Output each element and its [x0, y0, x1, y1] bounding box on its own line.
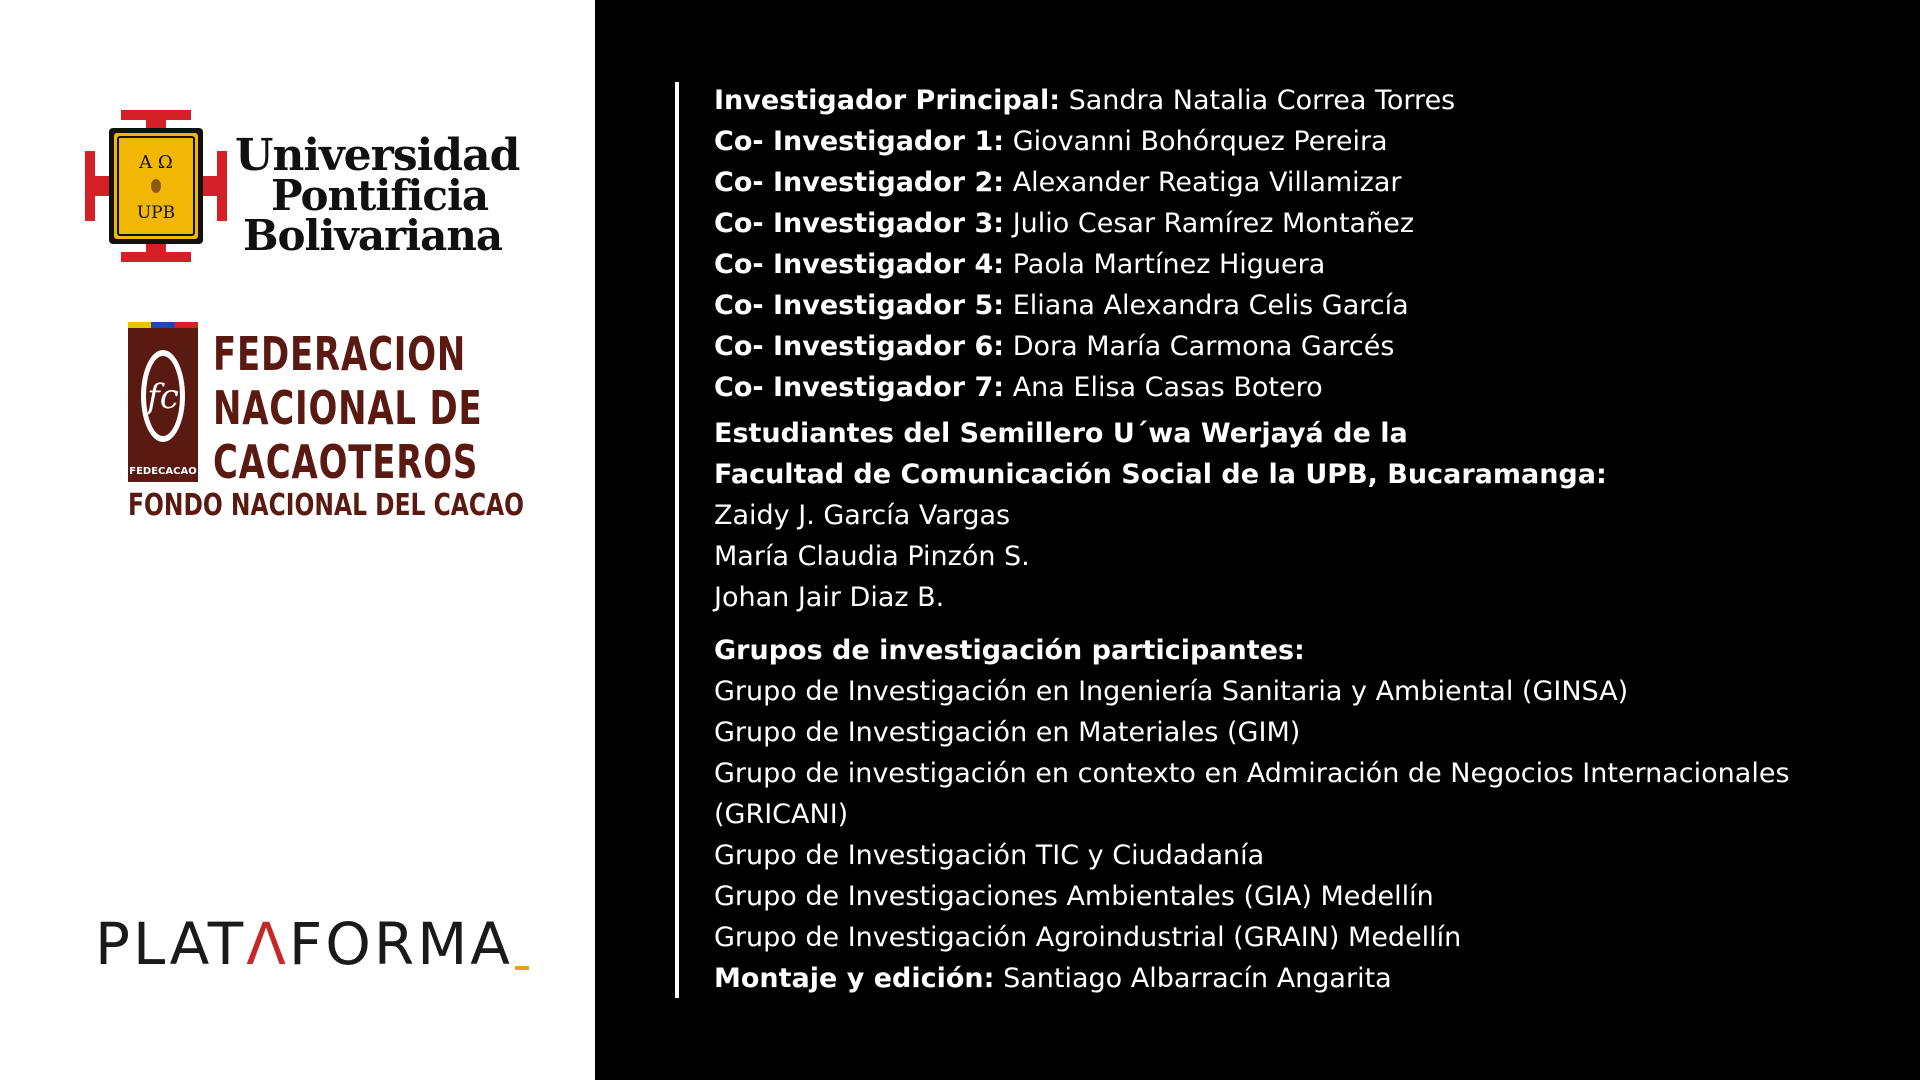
plataforma-logo — [95, 910, 529, 978]
vertical-divider — [675, 82, 679, 998]
upb-wordmark-line: Pontificia — [271, 171, 489, 220]
student-name: Johan Jair Diaz B. — [714, 582, 945, 613]
credit-role: Montaje y edición: — [714, 963, 995, 994]
credit-co-investigator — [714, 367, 1894, 408]
students-heading-line: Estudiantes del Semillero U´wa Werjayá de la — [714, 418, 1408, 449]
credit-role: Co- Investigador 1: — [714, 126, 1005, 157]
upb-emblem-greek-letters: A Ω — [139, 152, 173, 173]
upb-wordmark-line: Universidad — [235, 130, 520, 181]
credit-role: Co- Investigador 3: — [714, 208, 1005, 239]
credit-person: Sandra Natalia Correa Torres — [1068, 85, 1456, 116]
credit-role: Co- Investigador 4: — [714, 249, 1005, 280]
fedecacao-wordmark-line: FEDERACION — [213, 327, 467, 381]
credit-co-investigator — [714, 121, 1894, 162]
research-group: Grupo de investigación en contexto en Admiración de Negocios Internacionales — [714, 758, 1790, 789]
credit-person: Eliana Alexandra Celis García — [1012, 290, 1409, 321]
credit-co-investigator — [714, 244, 1894, 285]
upb-emblem-initials: UPB — [136, 203, 176, 223]
upb-logo — [85, 110, 520, 265]
credit-role: Co- Investigador 6: — [714, 331, 1005, 362]
fedecacao-fund-label: FONDO NACIONAL DEL CACAO — [128, 488, 525, 523]
research-group: Grupo de Investigación Agroindustrial (GRAIN) Medellín — [714, 922, 1462, 953]
credit-editing — [714, 958, 1894, 999]
student-name: María Claudia Pinzón S. — [714, 541, 1030, 572]
research-group: Grupo de Investigaciones Ambientales (GIA) Medellín — [714, 881, 1434, 912]
students-heading — [714, 454, 1894, 495]
upb-cross-shield-icon — [85, 110, 227, 262]
groups-heading-text: Grupos de investigación participantes: — [714, 635, 1305, 666]
credit-person: Ana Elisa Casas Botero — [1012, 372, 1323, 403]
credit-co-investigator — [714, 203, 1894, 244]
credit-co-investigator — [714, 326, 1894, 367]
credit-person: Santiago Albarracín Angarita — [1003, 963, 1392, 994]
research-group: Grupo de Investigación en Materiales (GIM) — [714, 717, 1301, 748]
plataforma-wordmark-part: FORMA — [288, 910, 513, 978]
fedecacao-logo — [128, 322, 525, 523]
students-heading-line: Facultad de Comunicación Social de la UPB, Bucaramanga: — [714, 459, 1607, 490]
credit-role: Co- Investigador 7: — [714, 372, 1005, 403]
fedecacao-cacao-pod-icon — [128, 322, 198, 482]
credit-person: Julio Cesar Ramírez Montañez — [1012, 208, 1414, 239]
fedecacao-wordmark-line: NACIONAL DE — [213, 381, 483, 435]
research-group: Grupo de Investigación TIC y Ciudadanía — [714, 840, 1265, 871]
credit-role: Co- Investigador 2: — [714, 167, 1005, 198]
credit-co-investigator — [714, 162, 1894, 203]
upb-wordmark — [235, 130, 520, 260]
research-group: Grupo de Investigación en Ingeniería Sanitaria y Ambiental (GINSA) — [714, 676, 1629, 707]
plataforma-underscore-mark — [515, 966, 529, 970]
fedecacao-wordmark — [213, 327, 483, 489]
credit-co-investigator — [714, 285, 1894, 326]
logo-panel — [0, 0, 595, 1080]
upb-wordmark-line: Bolivariana — [243, 211, 503, 260]
fedecacao-emblem-label: FEDECACAO — [129, 466, 197, 477]
students-heading — [714, 413, 1894, 454]
credit-person: Alexander Reatiga Villamizar — [1012, 167, 1402, 198]
credit-role: Investigador Principal: — [714, 85, 1060, 116]
groups-heading — [714, 630, 1894, 671]
student-name: Zaidy J. García Vargas — [714, 500, 1011, 531]
credit-person: Dora María Carmona Garcés — [1012, 331, 1395, 362]
plataforma-accent-letter: Λ — [246, 910, 289, 978]
credit-role: Co- Investigador 5: — [714, 290, 1005, 321]
fedecacao-monogram: fc — [147, 377, 179, 417]
research-group: (GRICANI) — [714, 799, 849, 830]
plataforma-wordmark-part: PLAT — [95, 910, 247, 978]
credit-principal — [714, 80, 1894, 121]
credits-list — [714, 80, 1894, 999]
credit-person: Paola Martínez Higuera — [1012, 249, 1326, 280]
credit-person: Giovanni Bohórquez Pereira — [1012, 126, 1388, 157]
fedecacao-wordmark-line: CACAOTEROS — [213, 435, 479, 489]
